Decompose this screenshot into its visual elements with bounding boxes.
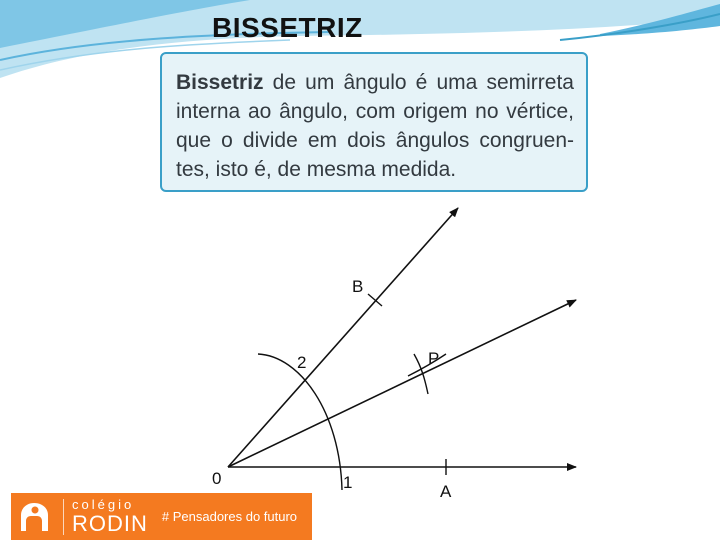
school-logo-icon	[15, 497, 55, 537]
logo-school-prefix: colégio	[72, 496, 135, 512]
definition-text: de um ângulo é uma semirreta interna ao ângulo, com origem no vértice, que o divide em dois ângulos congruen-tes, isto é, de mesma medida.	[176, 71, 574, 181]
logo-school-name	[72, 498, 148, 536]
definition-term: Bissetriz	[176, 71, 264, 94]
label-p: P	[428, 349, 440, 368]
label-b: B	[352, 277, 364, 296]
label-2: 2	[297, 353, 307, 372]
logo-slogan: # Pensadores do futuro	[161, 509, 298, 524]
label-a: A	[440, 482, 452, 501]
label-vertex-0: 0	[212, 469, 222, 488]
construction-drawing	[200, 206, 584, 512]
label-1: 1	[343, 473, 353, 492]
definition-paragraph	[176, 68, 574, 184]
slide-title: BISSETRIZ	[212, 12, 363, 43]
school-logo-banner	[11, 493, 312, 540]
bisector-ray-op	[228, 300, 576, 467]
logo-school-title: RODIN	[72, 510, 148, 536]
logo-divider	[63, 499, 64, 535]
bisector-construction-figure	[200, 206, 584, 512]
definition-box	[160, 52, 588, 192]
ray-ob	[228, 208, 458, 467]
arc-center-vertex	[258, 354, 342, 490]
